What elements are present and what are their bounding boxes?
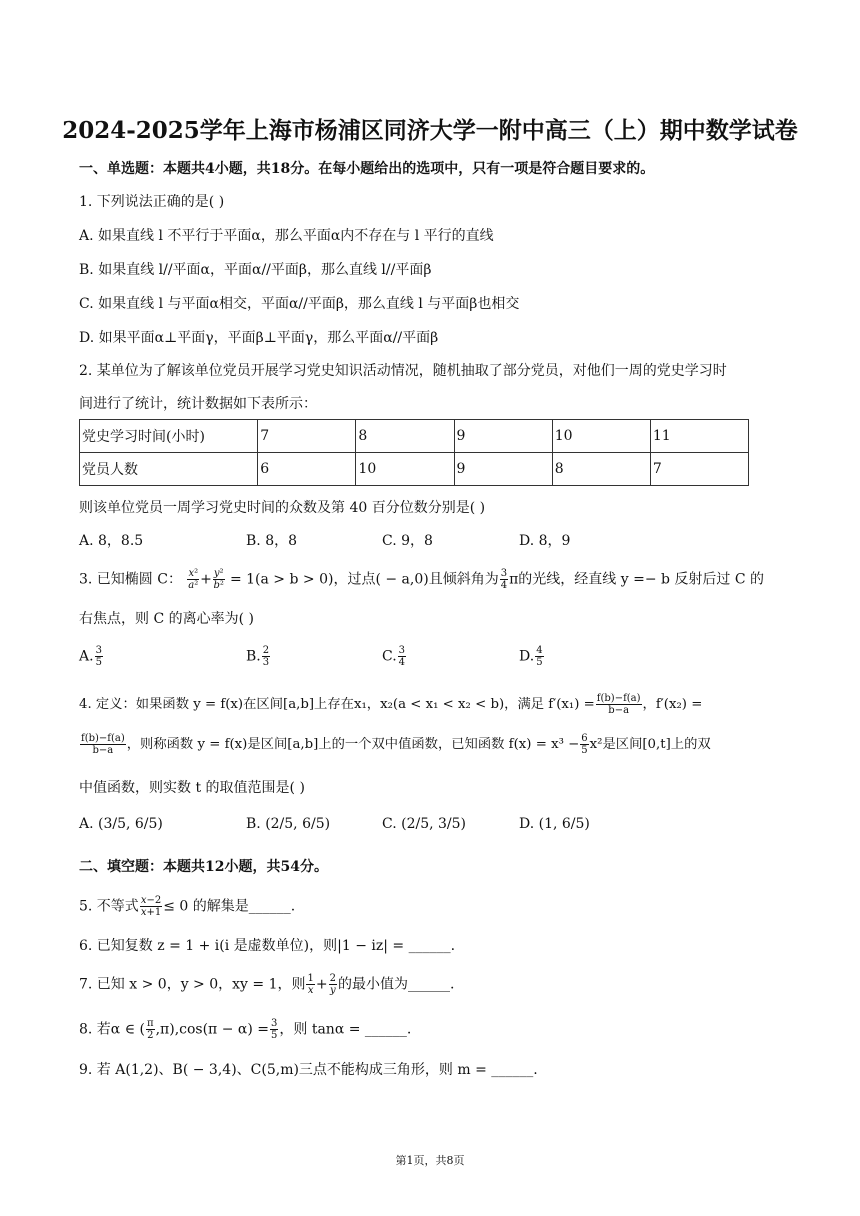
fraction: $\frac{2}{3}$ xyxy=(262,645,270,668)
table-cell: 9 xyxy=(454,453,552,486)
section-2-heading: 二、填空题：本题共12小题，共54分。 xyxy=(79,859,328,875)
fraction: $\frac{1}{x}$ xyxy=(307,973,314,996)
fraction: $\frac{4}{5}$ xyxy=(536,645,543,668)
q2-stem-line2: 间进行了统计，统计数据如下表所示： xyxy=(79,396,317,412)
q9: 9. 若 A(1,2)、B( − 3,4)、C(5,m)三点不能构成三角形，则 m = ______. xyxy=(79,1062,538,1078)
q4-stem-line2 xyxy=(79,733,711,756)
q4-option-d: D. (1, 6/5) xyxy=(519,816,590,832)
q1-option-a: A. 如果直线 l 不平行于平面α，那么平面α内不存在与 l 平行的直线 xyxy=(79,228,494,244)
table-cell: 9 xyxy=(454,420,552,453)
fraction: $\frac{2}{y}$ xyxy=(329,973,336,996)
table-cell: 7 xyxy=(650,453,748,486)
q5-text-b: ≤ 0 的解集是______. xyxy=(163,898,296,915)
q4-text-a: 4. 定义：如果函数 y = f(x)在区间[a,b]上存在x₁，x₂(a < x₁ < x₂ < b)，满足 f′(x₁) = xyxy=(79,697,595,712)
q1-option-b: B. 如果直线 l//平面α，平面α//平面β，那么直线 l//平面β xyxy=(79,262,432,278)
table-cell: 10 xyxy=(552,420,650,453)
table-cell: 10 xyxy=(356,453,454,486)
fraction: $\frac{f(b)-f(a)}{b-a}$ xyxy=(596,693,641,716)
table-cell: 7 xyxy=(258,420,356,453)
table-cell: 党员人数 xyxy=(80,453,258,486)
q8-text-a: 8. 若α ∈ ( xyxy=(79,1021,145,1038)
q3-stem-line1: 3. 已知椭圆 C： $\frac{\text{x²}}{\text{a²}}$ + $\frac{\text{y²}}{\text{b²}}$ = 1(a > b > 0)，过点( − a,0)且倾斜角为 $\frac{3}{4}$ π的光线，经直线 y =− b 反射后过 C 的 xyxy=(79,568,765,591)
fraction: $\frac{3}{5}$ xyxy=(95,645,102,668)
page-title: 2024-2025学年上海市杨浦区同济大学一附中高三（上）期中数学试卷 xyxy=(62,117,798,144)
fraction: $\frac{x-2}{x+1}$ xyxy=(140,895,162,918)
fraction: $\frac{\text{x²}}{\text{a²}}$ xyxy=(188,568,199,591)
q8 xyxy=(79,1018,411,1041)
q2-option-c: C. 9，8 xyxy=(382,533,433,549)
q2-option-b: B. 8，8 xyxy=(246,533,298,549)
section-1-heading: 一、单选题：本题共4小题，共18分。在每小题给出的选项中，只有一项是符合题目要求的。 xyxy=(79,161,655,177)
fraction: $\frac{\pi}{2}$ xyxy=(147,1018,154,1041)
q6: 6. 已知复数 z = 1 + i(i 是虚数单位)，则|1 − iz| = ______. xyxy=(79,938,456,954)
q7-text-b: 的最小值为______. xyxy=(337,976,455,993)
q1-option-d: D. 如果平面α⊥平面γ，平面β⊥平面γ，那么平面α//平面β xyxy=(79,330,439,346)
q3-stem-line2: 右焦点，则 C 的离心率为( ) xyxy=(79,611,254,627)
study-time-table xyxy=(79,419,749,486)
q4-text-b: ，f′(x₂) = xyxy=(642,697,703,712)
q4-option-b: B. (2/5, 6/5) xyxy=(246,816,331,832)
q1-stem: 1. 下列说法正确的是( ) xyxy=(79,194,225,210)
table-cell: 6 xyxy=(258,453,356,486)
table-cell: 党史学习时间(小时) xyxy=(80,420,258,453)
page-footer: 第1页，共8页 xyxy=(395,1154,465,1167)
q7-text-a: 7. 已知 x > 0，y > 0，xy = 1，则 xyxy=(79,976,306,993)
q8-text-b: ,π),cos(π − α) = xyxy=(155,1021,269,1038)
q7: 7. 已知 x > 0，y > 0，xy = 1，则 $\frac{1}{x}$ + $\frac{2}{y}$ 的最小值为______. xyxy=(79,973,455,996)
table-cell: 11 xyxy=(650,420,748,453)
q4-option-a: A. (3/5, 6/5) xyxy=(79,816,163,832)
fraction: $\frac{f(b)-f(a)}{b-a}$ xyxy=(81,733,125,756)
q8-text-c: ，则 tanα = ______. xyxy=(279,1021,412,1038)
q3-text-c: π的光线，经直线 y =− b 反射后过 C 的 xyxy=(509,571,765,588)
q4-text-d: x²是区间[0,t]上的双 xyxy=(589,737,711,752)
q3-text-b: = 1(a > b > 0)，过点( − a,0)且倾斜角为 xyxy=(229,571,499,588)
q4-option-c: C. (2/5, 3/5) xyxy=(382,816,466,832)
table-cell: 8 xyxy=(552,453,650,486)
table-row xyxy=(80,420,749,453)
q3-option-c: C. $\frac{3}{4}$ xyxy=(382,645,406,668)
q3-option-a: A. $\frac{3}{5}$ xyxy=(79,645,102,668)
fraction: $\frac{3}{4}$ xyxy=(500,568,508,591)
q4-stem-line3: 中值函数，则实数 t 的取值范围是( ) xyxy=(79,780,305,796)
table-row xyxy=(80,453,749,486)
q4-stem-line1 xyxy=(79,693,702,716)
q5-text-a: 5. 不等式 xyxy=(79,898,139,915)
q2-option-a: A. 8，8.5 xyxy=(79,533,144,549)
q2-stem-line1: 2. 某单位为了解该单位党员开展学习党史知识活动情况，随机抽取了部分党员，对他们一周的党史学习时 xyxy=(79,363,727,379)
q3-option-d: D. $\frac{4}{5}$ xyxy=(519,645,543,668)
q4-text-c: ，则称函数 y = f(x)是区间[a,b]上的一个双中值函数，已知函数 f(x) = x³ − xyxy=(126,737,580,752)
q1-option-c: C. 如果直线 l 与平面α相交，平面α//平面β，那么直线 l 与平面β也相交 xyxy=(79,296,520,312)
q3-option-b: B. $\frac{2}{3}$ xyxy=(246,645,270,668)
q3-text-a: 3. 已知椭圆 C： xyxy=(79,571,182,588)
fraction: $\frac{6}{5}$ xyxy=(581,733,588,756)
table-cell: 8 xyxy=(356,420,454,453)
fraction: $\frac{3}{5}$ xyxy=(271,1018,278,1041)
q5 xyxy=(79,895,295,918)
fraction: $\frac{3}{4}$ xyxy=(398,645,406,668)
q2-stem-line3: 则该单位党员一周学习党史时间的众数及第 40 百分位数分别是( ) xyxy=(79,500,486,516)
q2-option-d: D. 8，9 xyxy=(519,533,571,549)
fraction: $\frac{\text{y²}}{\text{b²}}$ xyxy=(213,568,224,591)
